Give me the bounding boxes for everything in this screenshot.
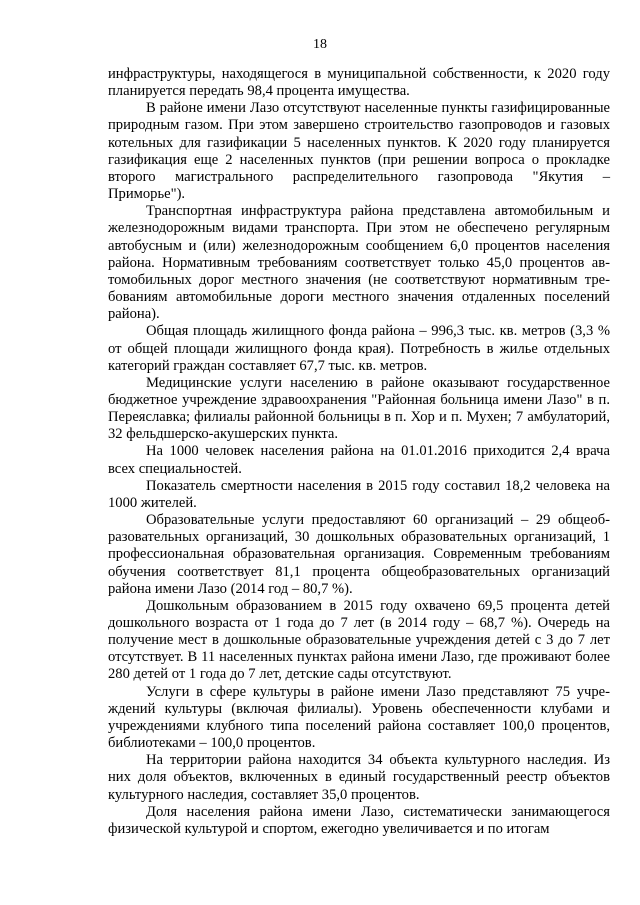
paragraph-education: Образовательные услуги предоставляют 60 организаций – 29 общеобразовательных организаций, 30 дошкольных образовательных организаций, 1 профессиональная образовательная организация. Современным требованиям обучения соответствует 81,1 процента общеобразовательных организаций района имени Лазо (2014 год – 80,7 %). bbox=[108, 512, 610, 597]
paragraph-infrastructure-continued: инфраструктуры, находящегося в муниципальной собственности, к 2020 году планируется передать 98,4 процента имущества. bbox=[108, 66, 610, 100]
paragraph-transport: Транспортная инфраструктура района представлена автомобильным и железнодорожным видами транспорта. При этом не обеспечено регулярным автобусным и (или) железнодорожным сообщением 6,0 процентов населения района. Нормативным требованиям соответствует только 45,0 процентов автомобильных дорог местного значения (не соответствуют нормативным требованиям автомобильные дороги местного значения отдаленных поселений района). bbox=[108, 203, 610, 323]
paragraph-housing: Общая площадь жилищного фонда района – 996,3 тыс. кв. метров (3,3 % от общей площади жилищного фонда края). Потребность в жилье отдельных категорий граждан составляет 67,7 тыс. кв. метров. bbox=[108, 323, 610, 374]
paragraph-doctors: На 1000 человек населения района на 01.01.2016 приходится 2,4 врача всех специальностей. bbox=[108, 443, 610, 477]
paragraph-medical: Медицинские услуги населению в районе оказывают государственное бюджетное учреждение здравоохранения "Районная больница имени Лазо" в п. Переяславка; филиалы районной больницы в п. Хор и п. Мухен; 7 амбулаторий, 32 фельдшерско-акушерских пункта. bbox=[108, 374, 610, 443]
page-number: 18 bbox=[313, 37, 327, 52]
paragraph-gasification: В районе имени Лазо отсутствуют населенные пункты газифицированные природным газом. При этом завершено строительство газопроводов и газовых котельных для газификации 5 населенных пунктов. К 2020 году планируется газификация еще 2 населенных пунктов (при решении вопроса о прокладке второго магистрального распределительного газопровода "Якутия – Приморье"). bbox=[108, 100, 610, 203]
paragraph-preschool: Дошкольным образованием в 2015 году охвачено 69,5 процента детей дошкольного возраста от 1 года до 7 лет (в 2014 году – 68,7 %). Очередь на получение мест в дошкольные образовательные учреждения детей с 3 до 7 лет отсутствует. В 11 населенных пунктах района имени Лазо, где проживают более 280 детей от 1 года до 7 лет, детские сады отсутствуют. bbox=[108, 597, 610, 683]
paragraph-sport: Доля населения района имени Лазо, систематически занимающегося физической культурой и спортом, ежегодно увеличивается и по итогам bbox=[108, 803, 610, 837]
paragraph-heritage: На территории района находится 34 объекта культурного наследия. Из них доля объектов, включенных в единый государственный реестр объектов культурного наследия, составляет 35,0 процентов. bbox=[108, 752, 610, 803]
paragraph-mortality: Показатель смертности населения в 2015 году составил 18,2 человека на 1000 жителей. bbox=[108, 477, 610, 511]
document-body bbox=[108, 66, 610, 838]
paragraph-culture: Услуги в сфере культуры в районе имени Лазо представляют 75 учреждений культуры (включая филиалы). Уровень обеспеченности клубами и учреждениями клубного типа поселений района составляет 100,0 процентов, библиотеками – 100,0 процентов. bbox=[108, 683, 610, 752]
